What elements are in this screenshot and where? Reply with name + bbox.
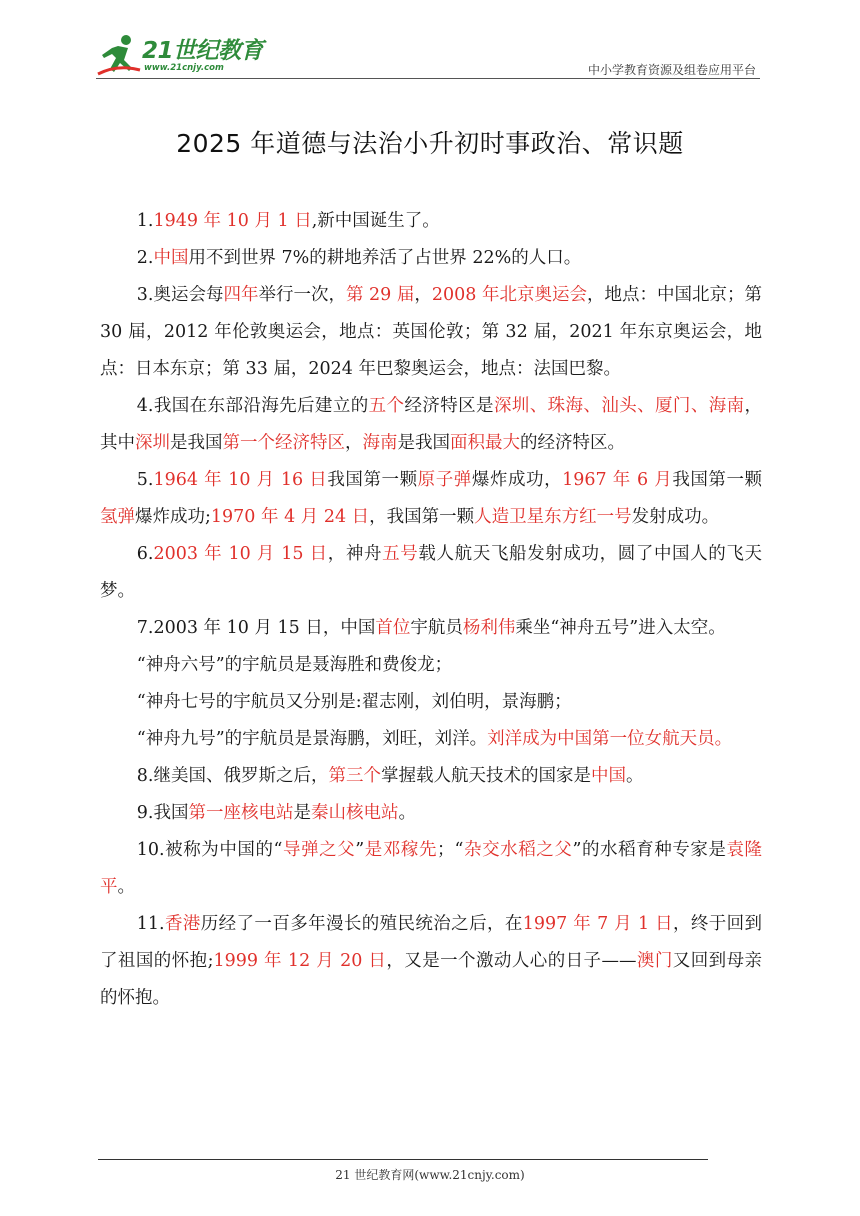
highlighted-text: 海南 (362, 433, 398, 453)
paragraph-text: 爆炸成功; (135, 507, 211, 527)
page-header (96, 28, 760, 80)
highlighted-text: 2003 年 10 月 15 日 (153, 544, 328, 564)
paragraph (100, 610, 762, 647)
highlighted-text: 1949 年 10 月 1 日 (153, 211, 312, 231)
highlighted-text: 中国 (153, 248, 189, 268)
paragraph-text: 2. (136, 248, 154, 268)
page-title: 2025 年道德与法治小升初时事政治、常识题 (176, 129, 684, 158)
highlighted-text: 1964 年 10 月 16 日 (153, 470, 328, 490)
paragraph-text: ” (355, 840, 365, 860)
highlighted-text: 1997 年 7 月 1 日 (522, 914, 673, 934)
paragraph (100, 536, 762, 610)
paragraph-text: 1. (136, 211, 154, 231)
paragraph-text: 用不到世界 7%的耕地养活了占世界 22%的人口。 (188, 248, 582, 268)
paragraph-text: 宇航员 (410, 618, 463, 638)
paragraph-text: ，其中 (100, 396, 763, 453)
highlighted-text: 导弹之父 (282, 840, 356, 860)
highlighted-text: 1999 年 12 月 20 日 (213, 951, 387, 971)
paragraph-text: ，神舟 (327, 544, 383, 564)
footer-text: 21 世纪教育网(www.21cnjy.com) (335, 1168, 525, 1182)
highlighted-text: 杂交水稻之父 (463, 840, 573, 860)
paragraph (100, 795, 762, 832)
highlighted-text: 中国 (590, 766, 626, 786)
paragraph (100, 388, 762, 462)
paragraph-text: 又回到母亲的怀抱。 (100, 951, 763, 1008)
header-divider (96, 78, 760, 79)
paragraph-text: 9.我国 (136, 803, 189, 823)
paragraph-text: 乘坐“神舟五号”进入太空。 (515, 618, 726, 638)
paragraph-text: ,新中国诞生了。 (311, 211, 440, 231)
highlighted-text: 人造卫星东方红一号 (474, 507, 632, 527)
document-body (100, 203, 762, 1017)
paragraph (100, 462, 762, 536)
highlighted-text: 香港 (164, 914, 201, 934)
paragraph-text: ；“ (437, 840, 464, 860)
paragraph-text: “神舟九号”的宇航员是景海鹏，刘旺，刘洋。 (136, 729, 488, 749)
paragraph (100, 277, 762, 388)
paragraph-text: 历经了一百多年漫长的殖民统治之后，在 (200, 914, 523, 934)
highlighted-text: 首位 (375, 618, 411, 638)
paragraph-text: 3.奥运会每 (136, 285, 224, 305)
paragraph-text: 5. (136, 470, 154, 490)
paragraph-text: 是 (293, 803, 311, 823)
highlighted-text: 氢弹 (100, 507, 135, 527)
highlighted-text: 1970 年 4 月 24 日 (210, 507, 370, 527)
paragraph-text: 的经济特区。 (520, 433, 625, 453)
paragraph-text: ，我国第一颗 (369, 507, 475, 527)
highlighted-text: 第 29 届 (345, 285, 415, 305)
highlighted-text: 五号 (382, 544, 419, 564)
paragraph-text: “神舟七号的宇航员又分别是:翟志刚，刘伯明，景海鹏； (136, 692, 572, 712)
paragraph-text: ，又是一个激动人心的日子—— (386, 951, 637, 971)
paragraph (100, 647, 762, 684)
highlighted-text: 面积最大 (450, 433, 520, 453)
paragraph (100, 832, 762, 906)
paragraph-text: 6. (136, 544, 154, 564)
paragraph-text: ， (345, 433, 363, 453)
paragraph (100, 684, 762, 721)
highlighted-text: 第三个 (328, 766, 381, 786)
highlighted-text: 2008 年北京奥运会 (431, 285, 588, 305)
highlighted-text: 深圳、珠海、汕头、厦门、海南 (493, 396, 745, 416)
paragraph-text: ， (414, 285, 432, 305)
paragraph-text: 掌握载人航天技术的国家是 (380, 766, 591, 786)
paragraph-text: 爆炸成功， (471, 470, 563, 490)
paragraph-text: 是我国 (170, 433, 223, 453)
highlighted-text: 杨利伟 (462, 618, 516, 638)
runner-logo-icon (96, 32, 142, 78)
paragraph-text: 。 (398, 803, 416, 823)
paragraph-text: 。 (117, 877, 135, 897)
paragraph-text: 发射成功。 (631, 507, 720, 527)
paragraph-text: 。 (625, 766, 644, 786)
paragraph (100, 906, 762, 1017)
header-platform-text: 中小学教育资源及组卷应用平台 (587, 63, 756, 77)
paragraph-text: 11. (136, 914, 165, 934)
highlighted-text: 原子弹 (417, 470, 472, 490)
paragraph (100, 721, 762, 758)
paragraph-text: 经济特区是 (404, 396, 494, 416)
paragraph-text: 我国第一颗 (672, 470, 763, 490)
highlighted-text: 深圳 (135, 433, 170, 453)
paragraph-text: 8.继美国、俄罗斯之后， (136, 766, 329, 786)
highlighted-text: 秦山核电站 (310, 803, 399, 823)
paragraph-text: 7.2003 年 10 月 15 日，中国 (136, 618, 376, 638)
footer-divider (98, 1159, 708, 1160)
highlighted-text: 1967 年 6 月 (562, 470, 673, 490)
paragraph-text: 10.被称为中国的“ (136, 840, 283, 860)
paragraph (100, 203, 762, 240)
highlighted-text: 五个 (368, 396, 405, 416)
highlighted-text: 刘洋成为中国第一位女航天员。 (487, 729, 733, 749)
paragraph-text: 是我国 (397, 433, 450, 453)
paragraph-text: 举行一次， (258, 285, 346, 305)
highlighted-text: 第一个经济特区 (222, 433, 345, 453)
paragraph (100, 240, 762, 277)
paragraph-text: “神舟六号”的宇航员是聂海胜和费俊龙； (136, 655, 453, 675)
paragraph-text: ，终于回到了祖国的怀抱; (100, 914, 763, 971)
highlighted-text: 澳门 (636, 951, 673, 971)
paragraph-text: 我国第一颗 (327, 470, 418, 490)
logo[interactable] (96, 32, 266, 78)
highlighted-text: 四年 (223, 285, 259, 305)
paragraph-text: 载人航天飞船发射成功，圆了中国人的飞天梦。 (100, 544, 763, 601)
highlighted-text: 是邓稼先 (364, 840, 438, 860)
highlighted-text: 袁隆平 (100, 840, 763, 897)
paragraph-text: ”的水稻育种专家是 (572, 840, 727, 860)
paragraph-text: ，地点：中国北京；第 30 届，2012 年伦敦奥运会，地点：英国伦敦；第 32 届，2021 年东京奥运会，地点：日本东京；第 33 届，2024 年巴黎奥运会，地点：法国巴黎。 (100, 285, 763, 379)
logo-url: www.21cnjy.com (144, 63, 224, 73)
highlighted-text: 第一座核电站 (188, 803, 294, 823)
logo-text: 21世纪教育 (142, 38, 264, 64)
paragraph-text: 4.我国在东部沿海先后建立的 (136, 396, 369, 416)
paragraph (100, 758, 762, 795)
